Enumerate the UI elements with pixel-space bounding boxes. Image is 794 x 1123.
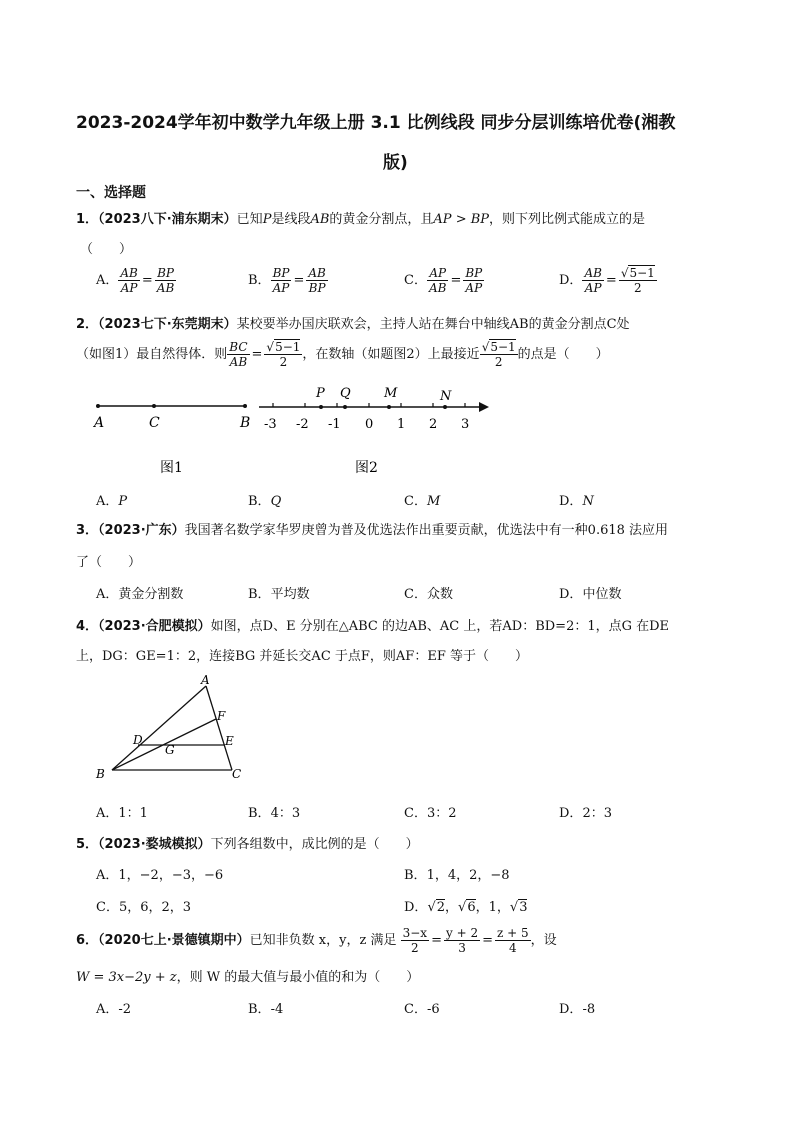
q4-option-d[interactable]: D．2：3: [559, 806, 612, 821]
page-title: 2023-2024学年初中数学九年级上册 3.1 比例线段 同步分层训练培优卷(湘教: [76, 113, 676, 133]
fig2-tick-label: 0: [365, 417, 374, 432]
question-3-line2: 了（ ）: [76, 555, 142, 570]
fraction: $\frac{√5-1}{2}$: [620, 266, 655, 295]
q1-paren: （ ）: [80, 242, 133, 257]
option-label: A．: [96, 273, 119, 288]
figure-triangle: [94, 674, 254, 786]
q2-option-d[interactable]: D．N: [559, 494, 594, 509]
q3-option-c[interactable]: C．众数: [404, 587, 453, 602]
q2-option-b[interactable]: B．Q: [248, 494, 282, 509]
q4-source: （2023·合肥模拟）: [98, 619, 211, 634]
fig1-caption: 图1: [160, 460, 183, 476]
fraction: $\frac{BP}{AP}$: [272, 266, 290, 295]
q3-number: 3．: [76, 523, 99, 538]
q2-source: （2023七下·东莞期末）: [98, 317, 237, 332]
q1-AB: AB: [310, 212, 330, 227]
question-2: [76, 313, 630, 332]
q2-text-d: 的点是（ ）: [517, 347, 609, 362]
question-1: [76, 208, 645, 227]
question-4: [76, 615, 669, 634]
section-heading: 一、选择题: [76, 185, 146, 201]
q6-option-b[interactable]: B．-4: [248, 1002, 284, 1017]
q2-text-b: （如图1）最自然得体．则: [76, 347, 228, 362]
q4-option-b[interactable]: B．4：3: [248, 806, 301, 821]
fraction: $\frac{√5-1}{2}$: [266, 340, 301, 369]
q5-option-a[interactable]: A．1，−2，−3，−6: [96, 868, 224, 883]
figure-2-number-line: [255, 378, 495, 480]
fig2-tick-label: 3: [461, 417, 470, 432]
figure-1-segment: [90, 390, 260, 480]
q5-option-d[interactable]: D．√2，√6，1，√3: [404, 900, 528, 915]
q4-option-a[interactable]: A．1：1: [96, 806, 148, 821]
fraction: $\frac{z + 5}{4}$: [497, 926, 529, 955]
fig2-point-P: P: [316, 386, 325, 401]
fig2-tick-label: 2: [429, 417, 438, 432]
q1-source: （2023八下·浦东期末）: [98, 212, 237, 227]
fig1-label-C: C: [149, 415, 160, 431]
q1-option-b[interactable]: B． $\frac{BP}{AP}$ = $\frac{AB}{BP}$: [248, 266, 326, 295]
q3-option-b[interactable]: B．平均数: [248, 587, 310, 602]
page-title-cont: 版): [383, 153, 408, 173]
q6-number: 6．: [76, 933, 99, 948]
q1-cond: AP > BP: [433, 212, 490, 227]
fraction: $\frac{y + 2}{3}$: [445, 926, 479, 955]
q1-number: 1．: [76, 212, 99, 227]
q5-option-c[interactable]: C．5，6，2，3: [96, 900, 192, 915]
q4-text-a: 如图，点D、E 分别在△ABC 的边AB、AC 上，若AD：BD=2：1，点G 在DE: [210, 619, 670, 634]
fig1-label-B: B: [240, 415, 251, 431]
q6-text-a: 已知非负数 x，y，z 满足: [249, 933, 397, 948]
q5-source: （2023·婺城模拟）: [98, 837, 211, 852]
tri-label-D: D: [133, 733, 143, 747]
q6-option-a[interactable]: A．-2: [96, 1002, 132, 1017]
fraction: $\frac{AB}{AP}$: [120, 266, 138, 295]
fraction: $\frac{3-x}{2}$: [402, 926, 428, 955]
tri-label-C: C: [232, 767, 242, 781]
q3-option-a[interactable]: A．黄金分割数: [96, 587, 184, 602]
fig2-point-N: N: [440, 389, 452, 404]
question-4-line2: 上，DG：GE=1：2，连接BG 并延长交AC 于点F，则AF：EF 等于（ ）: [76, 649, 528, 664]
q1-option-a[interactable]: A． $\frac{AB}{AP}$ = $\frac{BP}{AB}$: [96, 266, 175, 295]
option-label: B．: [248, 273, 271, 288]
fig2-point-Q: Q: [340, 386, 351, 401]
q4-number: 4．: [76, 619, 99, 634]
q3-source: （2023·广东）: [98, 523, 185, 538]
fraction: $\frac{AB}{BP}$: [308, 266, 326, 295]
q2-text-a: 某校要举办国庆联欢会，主持人站在舞台中轴线AB的黄金分割点C处: [236, 317, 630, 332]
q1-text-b: 是线段: [271, 212, 311, 227]
fig1-label-A: A: [94, 415, 105, 431]
q1-text-c: 的黄金分割点，且: [329, 212, 434, 227]
q3-option-d[interactable]: D．中位数: [559, 587, 622, 602]
q6-expr: W = 3x−2y + z: [76, 970, 177, 985]
q2-text-c: ，在数轴（如题图2）上最接近: [302, 347, 480, 362]
q4-option-c[interactable]: C．3：2: [404, 806, 457, 821]
fraction: $\frac{BC}{AB}$: [229, 340, 248, 369]
q2-number: 2．: [76, 317, 99, 332]
q1-text-d: ，则下列比例式能成立的是: [489, 212, 646, 227]
q5-option-b[interactable]: B．1，4，2，−8: [404, 868, 510, 883]
tri-label-E: E: [225, 734, 234, 748]
q2-option-c[interactable]: C．M: [404, 494, 441, 509]
q6-text-b: ，设: [530, 933, 557, 948]
q1-option-d[interactable]: D． $\frac{AB}{AP}$ = $\frac{√5-1}{2}$: [559, 266, 655, 295]
fraction: $\frac{AB}{AP}$: [584, 266, 602, 295]
question-5: [76, 833, 419, 852]
tri-label-G: G: [165, 743, 175, 757]
q5-number: 5．: [76, 837, 99, 852]
fig2-tick-label: -3: [264, 417, 277, 432]
fraction: $\frac{AP}{AB}$: [428, 266, 447, 295]
fraction: $\frac{BP}{AP}$: [465, 266, 483, 295]
fig2-tick-label: -2: [296, 417, 309, 432]
option-label: C．: [404, 273, 427, 288]
q2-option-a[interactable]: A．P: [96, 494, 128, 509]
q6-option-d[interactable]: D．-8: [559, 1002, 596, 1017]
fig2-tick-label: 1: [397, 417, 406, 432]
question-2-line2: （如图1）最自然得体．则 $\frac{BC}{AB}$ = $\frac{√5-1}{2}$ ，在数轴（如题图2）上最接近 $\frac{√5-1}{2}$ 的点是（ ）: [76, 340, 609, 369]
q3-text-a: 我国著名数学家华罗庚曾为普及优选法作出重要贡献，优选法中有一种0.618 法应用: [184, 523, 669, 538]
q5-text-a: 下列各组数中，成比例的是（ ）: [210, 837, 419, 852]
q6-source: （2020七上·景德镇期中）: [98, 933, 250, 948]
fraction: $\frac{BP}{AB}$: [156, 266, 175, 295]
q1-text-a: 已知: [236, 212, 263, 227]
tri-label-F: F: [217, 709, 226, 723]
question-6-line2: [76, 966, 419, 985]
fig2-caption: 图2: [355, 460, 378, 476]
q1-P: P: [262, 212, 272, 227]
tri-label-A: A: [201, 674, 210, 687]
tri-label-B: B: [96, 767, 105, 781]
q1-option-c[interactable]: C． $\frac{AP}{AB}$ = $\frac{BP}{AP}$: [404, 266, 483, 295]
question-3: [76, 519, 668, 538]
question-6: 6．（2020七上·景德镇期中）已知非负数 x，y，z 满足 $\frac{3-x}{2}$ = $\frac{y + 2}{3}$ = $\frac{z + 5}{4}$ ，设: [76, 926, 557, 955]
fraction: $\frac{√5-1}{2}$: [481, 340, 516, 369]
fig2-tick-label: -1: [328, 417, 341, 432]
q6-option-c[interactable]: C．-6: [404, 1002, 440, 1017]
q6-line2-text: ，则 W 的最大值与最小值的和为（ ）: [176, 970, 420, 985]
option-label: D．: [559, 273, 583, 288]
fig2-point-M: M: [384, 386, 398, 401]
